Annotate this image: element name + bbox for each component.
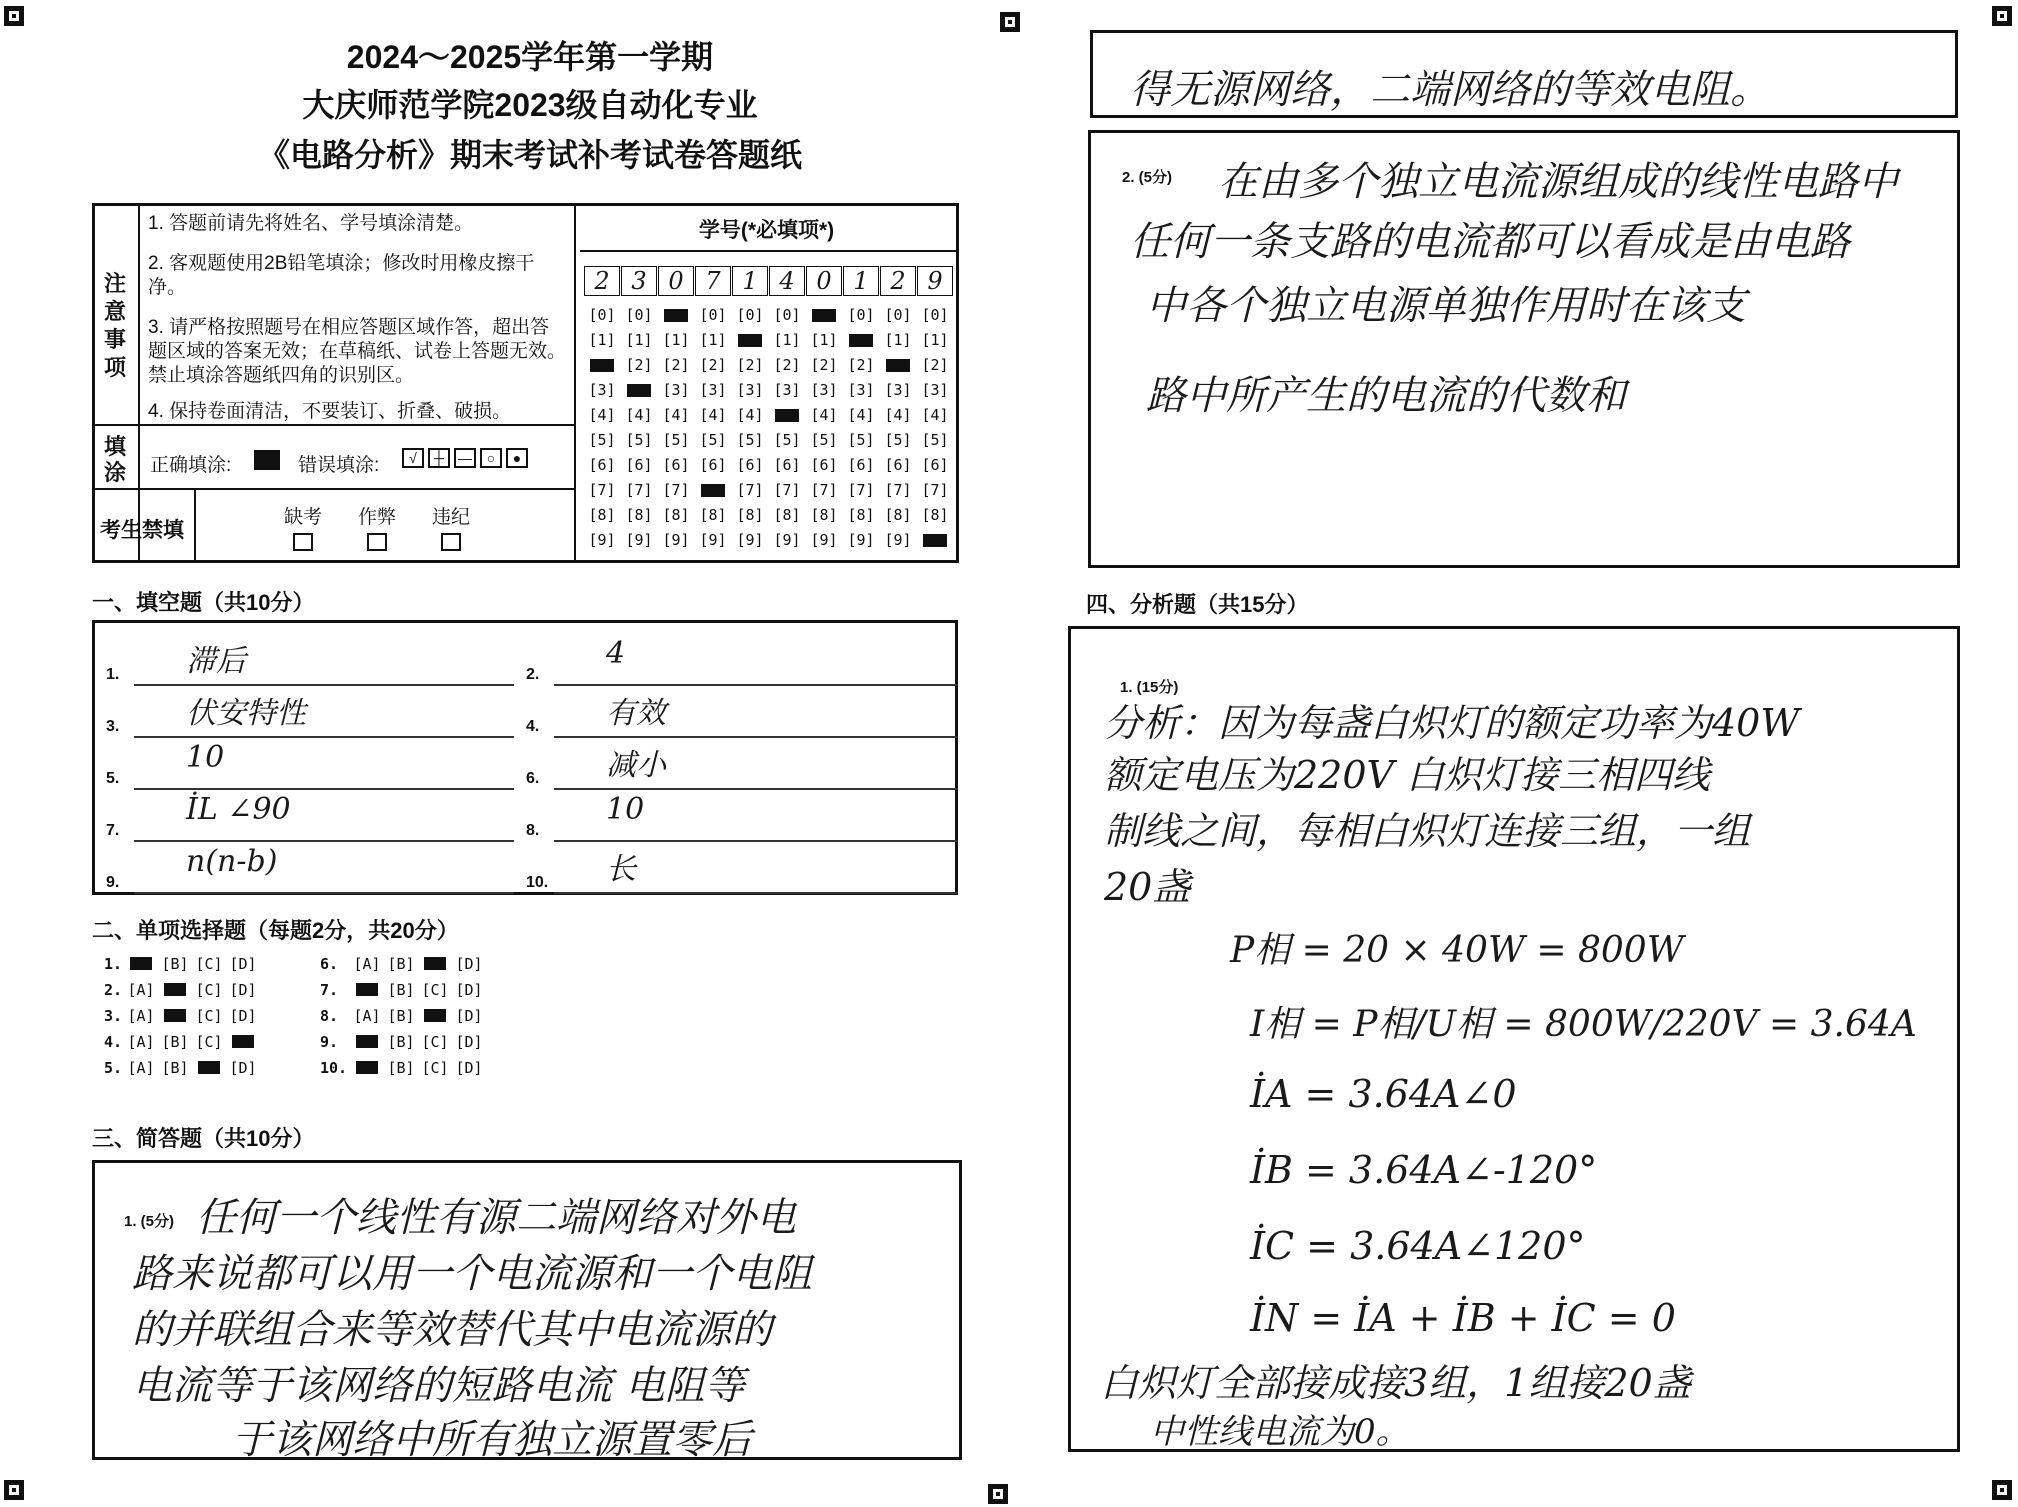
mc-option-bubble[interactable]: [A] (127, 1059, 155, 1077)
fill-blank-number: 3. (106, 718, 120, 735)
id-bubble[interactable]: [3] (588, 381, 616, 399)
id-bubble[interactable] (660, 306, 692, 324)
id-bubble[interactable]: [1] (625, 331, 653, 349)
id-bubble[interactable]: [9] (699, 531, 727, 549)
mc-question (320, 1059, 486, 1077)
mc-option-bubble[interactable] (192, 1059, 226, 1077)
mc-option-bubble[interactable] (350, 1033, 384, 1051)
mc-option-bubble[interactable]: [B] (387, 1007, 415, 1025)
short-answer-q1-line4: 电流等于该网络的短路电流 电阻等 (132, 1363, 745, 1409)
id-bubble[interactable]: [7] (736, 481, 764, 499)
id-bubble[interactable]: [0] (699, 306, 727, 324)
section1-title: 一、填空题（共10分） (92, 590, 315, 615)
id-bubble[interactable] (919, 531, 951, 549)
id-bubble[interactable]: [6] (847, 456, 875, 474)
mc-question-number: 4. (104, 1033, 123, 1051)
fill-blank-line (554, 736, 958, 738)
mc-question-number: 2. (104, 981, 123, 999)
id-bubble[interactable]: [8] (773, 506, 801, 524)
id-bubble[interactable]: [4] (847, 406, 875, 424)
id-bubble[interactable]: [5] (847, 431, 875, 449)
wrong-mark-circle: ○ (480, 448, 502, 468)
mc-option-bubble[interactable] (350, 981, 384, 999)
id-bubble[interactable]: [2] (736, 356, 764, 374)
id-bubble[interactable]: [7] (662, 481, 690, 499)
mc-question-number: 3. (104, 1007, 123, 1025)
exam-paper-title: 《电路分析》期末考试补考试卷答题纸 (257, 137, 802, 173)
id-bubble[interactable]: [6] (810, 456, 838, 474)
id-bubble[interactable]: [4] (699, 406, 727, 424)
mc-option-bubble[interactable]: [D] (229, 981, 257, 999)
id-bubble[interactable]: [9] (662, 531, 690, 549)
mc-question (320, 981, 486, 999)
cheat-checkbox[interactable] (367, 533, 387, 551)
mc-option-bubble[interactable]: [B] (161, 955, 189, 973)
id-bubble[interactable]: [3] (662, 381, 690, 399)
notice-item-4: 4. 保持卷面清洁，不要装订、折叠、破损。 (148, 401, 512, 422)
id-bubble[interactable] (734, 331, 766, 349)
mc-option-bubble[interactable]: [B] (387, 955, 415, 973)
id-bubble[interactable]: [0] (921, 306, 949, 324)
fill-blank-number: 4. (526, 718, 540, 735)
mc-option-bubble[interactable]: [D] (455, 1033, 483, 1051)
id-bubble[interactable]: [6] (625, 456, 653, 474)
mc-question-number: 5. (104, 1059, 123, 1077)
id-bubble[interactable]: [7] (810, 481, 838, 499)
id-bubble[interactable]: [0] (884, 306, 912, 324)
mc-option-bubble[interactable]: [C] (195, 1033, 223, 1051)
id-bubble[interactable]: [5] (921, 431, 949, 449)
id-bubble[interactable] (771, 406, 803, 424)
id-bubble[interactable]: [0] (773, 306, 801, 324)
id-bubble[interactable]: [2] (773, 356, 801, 374)
id-bubble[interactable]: [0] (736, 306, 764, 324)
id-bubble[interactable]: [1] (588, 331, 616, 349)
id-bubble[interactable]: [8] (662, 506, 690, 524)
fill-blank-line (134, 892, 514, 894)
id-bubble[interactable]: [7] (921, 481, 949, 499)
mc-question (320, 1033, 486, 1051)
id-digit: 3 (621, 266, 657, 296)
id-bubble[interactable]: [1] (810, 331, 838, 349)
short-answer-q2-line2: 任何一条支路的电流都可以看成是由电路 (1130, 219, 1850, 265)
analysis-line4: 20盏 (1104, 865, 1191, 909)
mc-option-bubble[interactable]: [A] (127, 1007, 155, 1025)
mc-option-bubble[interactable]: [D] (229, 1059, 257, 1077)
id-bubble[interactable]: [7] (773, 481, 801, 499)
id-bubble[interactable]: [3] (773, 381, 801, 399)
corner-marker-bottom-center (988, 1484, 1008, 1504)
id-bubble[interactable]: [0] (847, 306, 875, 324)
id-bubble[interactable]: [4] (810, 406, 838, 424)
mc-question (104, 1059, 260, 1077)
id-bubble[interactable]: [7] (847, 481, 875, 499)
mc-question-number: 10. (320, 1059, 348, 1077)
fill-blank-number: 5. (106, 770, 120, 787)
mc-question-number: 7. (320, 981, 339, 999)
fill-blank-number: 1. (106, 666, 120, 683)
exam-school-major: 大庆师范学院2023级自动化专业 (302, 87, 758, 123)
id-bubble[interactable]: [6] (773, 456, 801, 474)
short-answer-q1-continued: 得无源网络，二端网络的等效电阻。 (1130, 67, 1770, 113)
id-bubble[interactable]: [2] (699, 356, 727, 374)
fill-label: 填涂 (103, 434, 126, 485)
corner-marker-top-center (1000, 12, 1020, 32)
formula-p-phase: P相 = 20 × 40W = 800W (1230, 930, 1684, 971)
id-bubble[interactable]: [6] (588, 456, 616, 474)
id-bubble[interactable] (882, 356, 914, 374)
mc-question (320, 1007, 486, 1025)
mc-option-bubble[interactable]: [A] (353, 955, 381, 973)
id-bubble[interactable]: [4] (588, 406, 616, 424)
mc-option-bubble[interactable]: [C] (195, 955, 223, 973)
mc-question (104, 955, 260, 973)
mc-option-bubble[interactable] (350, 1059, 384, 1077)
fill-blank-answer: n(n-b) (186, 844, 278, 879)
fill-blank-number: 9. (106, 874, 120, 891)
notice-item-1: 1. 答题前请先将姓名、学号填涂清楚。 (148, 213, 474, 234)
section2-title: 二、单项选择题（每题2分，共20分） (92, 918, 459, 943)
correct-fill-sample (254, 450, 280, 470)
fill-blank-line (554, 788, 958, 790)
mc-option-bubble[interactable]: [B] (387, 1059, 415, 1077)
id-bubble[interactable]: [1] (773, 331, 801, 349)
id-bubble[interactable]: [9] (773, 531, 801, 549)
fill-blank-answers (92, 620, 958, 895)
mc-option-bubble[interactable]: [D] (229, 955, 257, 973)
notice-item-2: 2. 客观题使用2B铅笔填涂；修改时用橡皮擦干净。 (148, 253, 535, 298)
id-digit: 9 (917, 266, 953, 296)
mc-question-number: 6. (320, 955, 339, 973)
short-answer-q1-line3: 的并联组合来等效替代其中电流源的 (132, 1307, 772, 1353)
corner-marker-top-left (4, 6, 24, 26)
id-bubble[interactable]: [6] (921, 456, 949, 474)
mc-question-number: 8. (320, 1007, 339, 1025)
id-bubble[interactable]: [3] (810, 381, 838, 399)
id-bubble[interactable]: [6] (736, 456, 764, 474)
wrong-mark-cross: ┼ (428, 448, 450, 468)
id-bubble[interactable]: [9] (810, 531, 838, 549)
fill-blank-answer: 10 (186, 740, 225, 775)
id-bubble[interactable] (845, 331, 877, 349)
id-bubble[interactable]: [5] (699, 431, 727, 449)
wrong-mark-dash: — (454, 448, 476, 468)
id-bubble[interactable]: [9] (884, 531, 912, 549)
id-bubble[interactable]: [4] (884, 406, 912, 424)
short-answer-q1-line1: 任何一个线性有源二端网络对外电 (196, 1195, 796, 1241)
fill-blank-answer: 有效 (606, 696, 666, 731)
id-bubble[interactable] (586, 356, 618, 374)
id-bubble[interactable]: [6] (699, 456, 727, 474)
mc-option-bubble[interactable]: [A] (127, 1033, 155, 1051)
short-answer-q1-label: 1. (5分) (124, 1213, 175, 1230)
student-id-digits (584, 266, 954, 296)
wrong-fill-label: 错误填涂: (298, 455, 380, 476)
exam-term: 2024～2025学年第一学期 (346, 39, 714, 75)
fill-blank-line (134, 840, 514, 842)
mc-question (104, 981, 260, 999)
short-answer-q1-line2: 路来说都可以用一个电流源和一个电阻 (132, 1251, 812, 1297)
notice-item-3: 3. 请严格按照题号在相应答题区域作答，超出答题区域的答案无效；在草稿纸、试卷上答题无效。禁止填涂答题纸四角的识别区。 (148, 317, 567, 386)
mc-option-bubble[interactable]: [C] (421, 1033, 449, 1051)
id-bubble[interactable]: [0] (588, 306, 616, 324)
id-bubble[interactable]: [8] (847, 506, 875, 524)
id-bubble[interactable]: [6] (884, 456, 912, 474)
multiple-choice-area (104, 955, 624, 1085)
mc-question (104, 1033, 260, 1051)
id-bubble[interactable]: [8] (884, 506, 912, 524)
id-bubble[interactable]: [1] (699, 331, 727, 349)
student-id-title: 学号(*必填项*) (698, 219, 835, 242)
id-digit: 4 (769, 266, 805, 296)
short-answer-q2-label: 2. (5分) (1122, 169, 1173, 186)
analysis-line3: 制线之间，每相白炽灯连接三组，一组 (1104, 809, 1751, 853)
id-bubble[interactable]: [2] (921, 356, 949, 374)
id-digit: 0 (658, 266, 694, 296)
short-answer-q2-line4: 路中所产生的电流的代数和 (1146, 373, 1626, 419)
fill-blank-number: 10. (526, 874, 549, 891)
mc-option-bubble[interactable]: [D] (455, 955, 483, 973)
id-bubble[interactable]: [8] (736, 506, 764, 524)
mc-option-bubble[interactable]: [C] (421, 1059, 449, 1077)
id-bubble[interactable]: [5] (884, 431, 912, 449)
id-bubble[interactable]: [2] (810, 356, 838, 374)
section4-title: 四、分析题（共15分） (1086, 592, 1309, 617)
fill-blank-number: 2. (526, 666, 540, 683)
id-bubble[interactable]: [9] (588, 531, 616, 549)
fill-blank-line (554, 840, 958, 842)
mc-option-bubble[interactable]: [B] (161, 1033, 189, 1051)
mc-option-bubble[interactable]: [C] (195, 1007, 223, 1025)
corner-marker-bottom-right (1992, 1480, 2012, 1500)
fill-blank-line (134, 684, 514, 686)
id-bubble[interactable]: [9] (625, 531, 653, 549)
id-bubble[interactable]: [8] (921, 506, 949, 524)
id-bubble[interactable]: [9] (736, 531, 764, 549)
id-bubble[interactable]: [4] (921, 406, 949, 424)
id-bubble[interactable]: [5] (810, 431, 838, 449)
mc-option-bubble[interactable]: [A] (127, 981, 155, 999)
id-bubble[interactable]: [5] (625, 431, 653, 449)
mc-option-bubble[interactable]: [C] (195, 981, 223, 999)
id-bubble[interactable]: [3] (847, 381, 875, 399)
id-bubble[interactable]: [3] (736, 381, 764, 399)
forbidden-violation: 违纪 (432, 502, 470, 551)
id-bubble[interactable]: [8] (588, 506, 616, 524)
formula-in: İN = İA + İB + İC = 0 (1250, 1296, 1676, 1340)
formula-ic: İC = 3.64A∠120° (1250, 1224, 1586, 1268)
id-bubble[interactable]: [1] (884, 331, 912, 349)
fill-blank-answer: 10 (606, 792, 645, 827)
fill-blank-answer: 长 (606, 852, 636, 887)
id-bubble[interactable]: [9] (847, 531, 875, 549)
mc-option-bubble[interactable] (418, 955, 452, 973)
section3-title: 三、简答题（共10分） (92, 1126, 315, 1151)
corner-marker-top-right (1992, 6, 2012, 26)
fill-blank-number: 6. (526, 770, 540, 787)
absent-checkbox[interactable] (293, 533, 313, 551)
analysis-line2: 额定电压为220V 白炽灯接三相四线 (1104, 753, 1711, 797)
fill-blank-answer: 滞后 (186, 644, 246, 679)
analysis-line1: 分析：因为每盏白炽灯的额定功率为40W (1104, 701, 1800, 745)
corner-marker-bottom-left (4, 1480, 24, 1500)
id-bubble[interactable]: [7] (884, 481, 912, 499)
id-bubble[interactable]: [4] (662, 406, 690, 424)
id-bubble[interactable]: [1] (662, 331, 690, 349)
id-bubble[interactable]: [1] (921, 331, 949, 349)
short-answer-q1-line5: 于该网络中所有独立源置零后 (232, 1417, 752, 1463)
id-bubble[interactable]: [7] (625, 481, 653, 499)
wrong-mark-check: √ (402, 448, 424, 468)
short-answer-q2-line3: 中各个独立电源单独作用时在该支 (1146, 283, 1746, 329)
mc-option-bubble[interactable]: [D] (455, 1007, 483, 1025)
mc-option-bubble[interactable]: [D] (455, 1059, 483, 1077)
id-bubble[interactable]: [2] (847, 356, 875, 374)
fill-blank-line (134, 788, 514, 790)
id-bubble[interactable]: [3] (921, 381, 949, 399)
mc-option-bubble[interactable] (158, 1007, 192, 1025)
fill-blank-line (134, 736, 514, 738)
id-bubble[interactable]: [6] (662, 456, 690, 474)
mc-option-bubble[interactable]: [C] (421, 981, 449, 999)
id-bubble[interactable]: [5] (662, 431, 690, 449)
id-bubble[interactable] (697, 481, 729, 499)
violation-checkbox[interactable] (441, 533, 461, 551)
mc-option-bubble[interactable] (158, 981, 192, 999)
fill-blank-answer: İL ∠90 (186, 792, 291, 827)
forbidden-label: 考生禁填 (100, 519, 184, 542)
forbidden-absent: 缺考 (284, 502, 322, 551)
wrong-mark-dot: ● (506, 448, 528, 468)
mc-option-bubble[interactable]: [D] (229, 1007, 257, 1025)
id-bubble[interactable]: [8] (699, 506, 727, 524)
id-bubble[interactable] (623, 381, 655, 399)
wrong-fill-samples (398, 448, 528, 468)
short-answer-q2-line1: 在由多个独立电流源组成的线性电路中 (1218, 159, 1898, 205)
id-bubble[interactable]: [2] (625, 356, 653, 374)
mc-option-bubble[interactable] (418, 1007, 452, 1025)
mc-option-bubble[interactable]: [B] (387, 1033, 415, 1051)
fill-blank-number: 8. (526, 822, 540, 839)
id-digit: 7 (695, 266, 731, 296)
analysis-q1-label: 1. (15分) (1120, 679, 1179, 696)
id-bubble[interactable]: [3] (884, 381, 912, 399)
fill-blank-line (554, 684, 958, 686)
id-bubble[interactable]: [4] (625, 406, 653, 424)
id-digit: 1 (732, 266, 768, 296)
fill-blank-answer: 伏安特性 (186, 696, 306, 731)
id-bubble[interactable]: [5] (773, 431, 801, 449)
mc-question-number: 1. (104, 955, 123, 973)
fill-blank-number: 7. (106, 822, 120, 839)
mc-option-bubble[interactable]: [D] (455, 981, 483, 999)
correct-fill-label: 正确填涂: (150, 455, 232, 476)
mc-question (320, 955, 486, 973)
mc-option-bubble[interactable] (226, 1033, 260, 1051)
id-bubble[interactable]: [8] (810, 506, 838, 524)
notice-label: 注意事项 (103, 271, 126, 380)
id-bubble[interactable]: [5] (588, 431, 616, 449)
id-bubble[interactable]: [5] (736, 431, 764, 449)
mc-option-bubble[interactable]: [B] (387, 981, 415, 999)
id-bubble[interactable]: [8] (625, 506, 653, 524)
formula-i-phase: I相 = P相/U相 = 800W/220V = 3.64A (1250, 1004, 1917, 1045)
mc-question-number: 9. (320, 1033, 339, 1051)
id-digit: 2 (880, 266, 916, 296)
id-bubble[interactable]: [4] (736, 406, 764, 424)
fill-blank-answer: 4 (606, 636, 626, 671)
id-bubble[interactable]: [2] (662, 356, 690, 374)
mc-option-bubble[interactable]: [A] (353, 1007, 381, 1025)
id-digit: 0 (806, 266, 842, 296)
id-bubble[interactable]: [7] (588, 481, 616, 499)
formula-ia: İA = 3.64A∠0 (1250, 1072, 1517, 1116)
id-bubble[interactable]: [3] (699, 381, 727, 399)
id-bubble[interactable] (808, 306, 840, 324)
analysis-conclusion-line1: 白炽灯全部接成接3组，1组接20盏 (1100, 1361, 1691, 1405)
analysis-conclusion-line2: 中性线电流为0。 (1150, 1412, 1410, 1452)
id-digit: 2 (584, 266, 620, 296)
mc-question (104, 1007, 260, 1025)
formula-ib: İB = 3.64A∠-120° (1250, 1148, 1598, 1192)
id-digit: 1 (843, 266, 879, 296)
mc-option-bubble[interactable] (124, 955, 158, 973)
forbidden-cheat: 作弊 (358, 502, 396, 551)
fill-blank-answer: 减小 (606, 748, 666, 783)
id-bubble[interactable]: [0] (625, 306, 653, 324)
fill-blank-line (554, 892, 958, 894)
student-id-bubble-grid[interactable] (586, 306, 956, 556)
mc-option-bubble[interactable]: [B] (161, 1059, 189, 1077)
